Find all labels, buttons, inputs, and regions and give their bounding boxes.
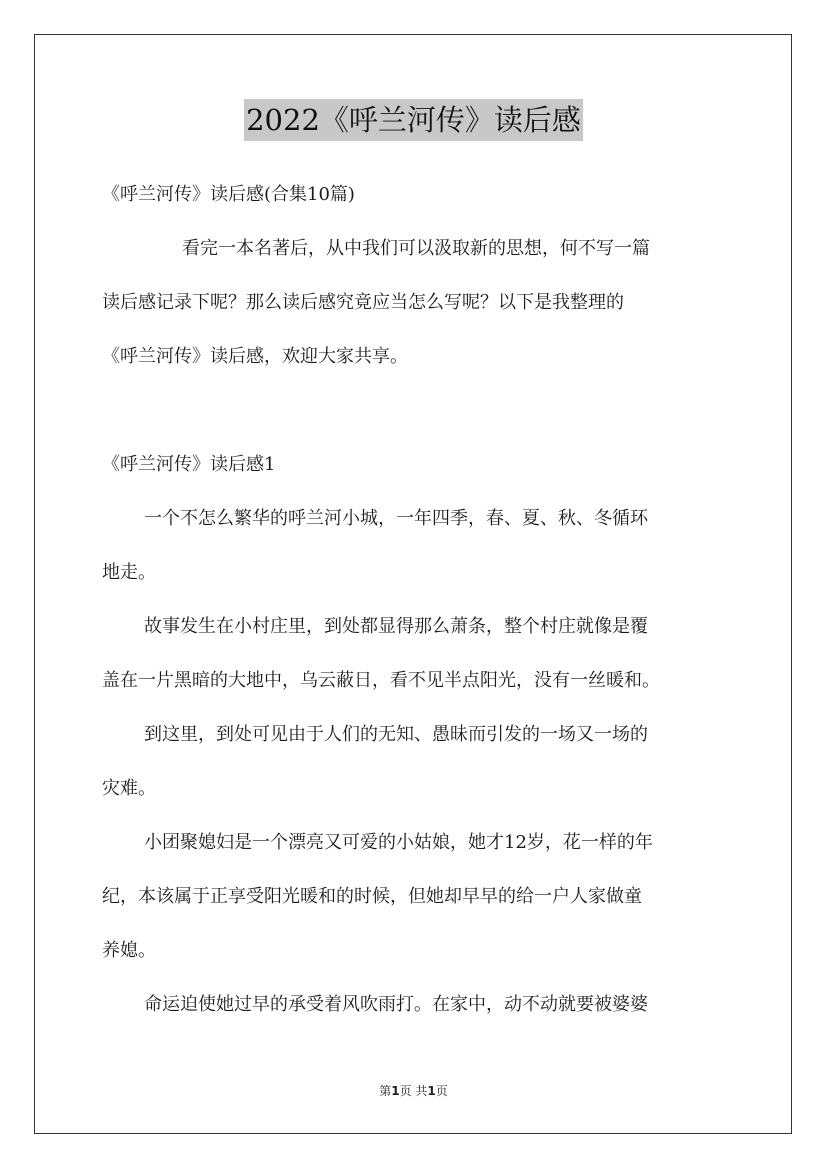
footer-page-total: 1 bbox=[427, 1084, 436, 1098]
paragraph-line: 纪，本该属于正享受阳光暖和的时候，但她却早早的给一户人家做童 bbox=[102, 886, 642, 907]
paragraph-line: 盖在一片黑暗的大地中，乌云蔽日，看不见半点阳光，没有一丝暖和。 bbox=[102, 670, 660, 691]
paragraph-line: 灾难。 bbox=[102, 778, 156, 799]
paragraph-line: 看完一本名著后，从中我们可以汲取新的思想，何不写一篇 bbox=[182, 238, 650, 259]
document-subtitle: 《呼兰河传》读后感(合集10篇) bbox=[102, 184, 355, 205]
paragraph-line: 地走。 bbox=[102, 562, 156, 583]
document-title: 2022《呼兰河传》读后感 bbox=[244, 99, 583, 141]
paragraph-line: 小团聚媳妇是一个漂亮又可爱的小姑娘，她才12岁，花一样的年 bbox=[144, 832, 653, 853]
title-container bbox=[0, 99, 827, 141]
paragraph-line: 命运迫使她过早的承受着风吹雨打。在家中，动不动就要被婆婆 bbox=[144, 994, 648, 1015]
section-heading: 《呼兰河传》读后感1 bbox=[102, 454, 276, 475]
footer-suffix: 页 bbox=[435, 1084, 448, 1098]
paragraph-line: 故事发生在小村庄里，到处都显得那么萧条，整个村庄就像是覆 bbox=[144, 616, 648, 637]
paragraph-line: 一个不怎么繁华的呼兰河小城，一年四季，春、夏、秋、冬循环 bbox=[144, 508, 648, 529]
paragraph-line: 读后感记录下呢？那么读后感究竟应当怎么写呢？以下是我整理的 bbox=[102, 292, 624, 313]
footer-page-current: 1 bbox=[391, 1084, 400, 1098]
paragraph-line: 养媳。 bbox=[102, 940, 156, 961]
paragraph-line: 到这里，到处可见由于人们的无知、愚昧而引发的一场又一场的 bbox=[144, 724, 648, 745]
paragraph-line: 《呼兰河传》读后感，欢迎大家共享。 bbox=[102, 346, 408, 367]
footer-prefix: 第 bbox=[379, 1084, 392, 1098]
footer-mid: 页 共 bbox=[399, 1084, 428, 1098]
page-footer bbox=[0, 1082, 827, 1100]
